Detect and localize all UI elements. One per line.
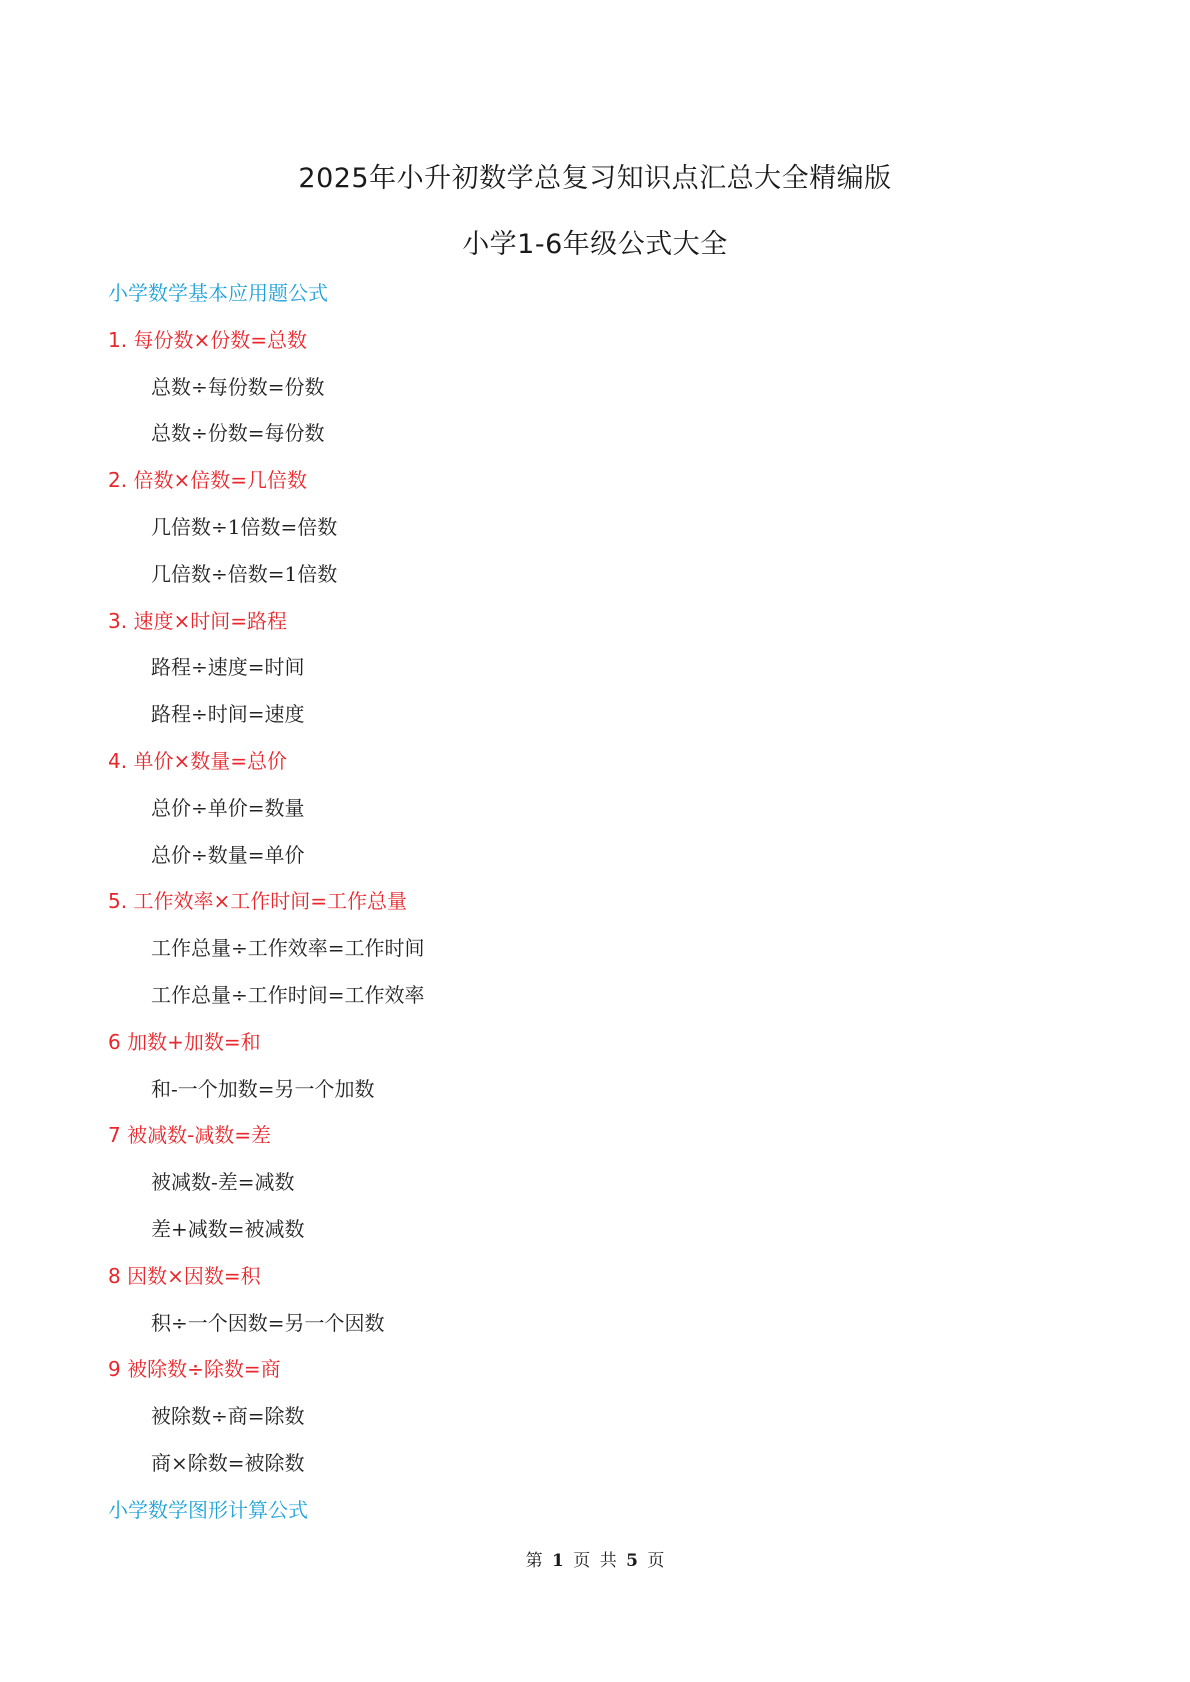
formula-derived: 总价÷数量=单价 bbox=[151, 842, 305, 867]
footer-prefix: 第 bbox=[525, 1551, 543, 1571]
page-footer bbox=[0, 1546, 1190, 1571]
formula-derived: 几倍数÷1倍数=倍数 bbox=[151, 514, 338, 539]
formula-derived: 工作总量÷工作时间=工作效率 bbox=[151, 982, 425, 1007]
footer-page-number: 1 bbox=[552, 1551, 564, 1571]
formula-derived: 路程÷时间=速度 bbox=[151, 702, 305, 727]
formula-heading: 8 因数×因数=积 bbox=[108, 1263, 261, 1288]
footer-total-pages: 5 bbox=[626, 1551, 638, 1571]
section-heading: 小学数学图形计算公式 bbox=[108, 1497, 308, 1522]
formula-heading: 2. 倍数×倍数=几倍数 bbox=[108, 468, 307, 493]
formula-derived: 商×除数=被除数 bbox=[151, 1450, 305, 1475]
formula-derived: 被减数-差=减数 bbox=[151, 1170, 295, 1195]
formula-derived: 总数÷每份数=份数 bbox=[151, 374, 325, 399]
formula-heading: 5. 工作效率×工作时间=工作总量 bbox=[108, 889, 407, 914]
formula-heading: 1. 每份数×份数=总数 bbox=[108, 327, 307, 352]
footer-middle: 页 共 bbox=[573, 1551, 617, 1571]
formula-derived: 总数÷份数=每份数 bbox=[151, 421, 325, 446]
formula-heading: 4. 单价×数量=总价 bbox=[108, 748, 287, 773]
formula-derived: 工作总量÷工作效率=工作时间 bbox=[151, 936, 425, 961]
formula-heading: 6 加数+加数=和 bbox=[108, 1029, 261, 1054]
formula-derived: 总价÷单价=数量 bbox=[151, 795, 305, 820]
section-heading: 小学数学基本应用题公式 bbox=[108, 281, 328, 305]
footer-suffix: 页 bbox=[647, 1551, 665, 1571]
formula-derived: 被除数÷商=除数 bbox=[151, 1404, 305, 1429]
formula-derived: 和-一个加数=另一个加数 bbox=[151, 1076, 375, 1101]
formula-list bbox=[108, 278, 1108, 1542]
formula-heading: 7 被减数-减数=差 bbox=[108, 1123, 272, 1148]
formula-heading: 3. 速度×时间=路程 bbox=[108, 608, 287, 633]
formula-derived: 几倍数÷倍数=1倍数 bbox=[151, 561, 338, 586]
document-title: 2025年小升初数学总复习知识点汇总大全精编版 bbox=[298, 163, 892, 194]
formula-derived: 积÷一个因数=另一个因数 bbox=[151, 1310, 385, 1335]
formula-derived: 路程÷速度=时间 bbox=[151, 655, 305, 680]
formula-heading: 9 被除数÷除数=商 bbox=[108, 1357, 281, 1382]
formula-derived: 差+减数=被减数 bbox=[151, 1216, 305, 1241]
document-subtitle: 小学1-6年级公式大全 bbox=[462, 229, 728, 260]
